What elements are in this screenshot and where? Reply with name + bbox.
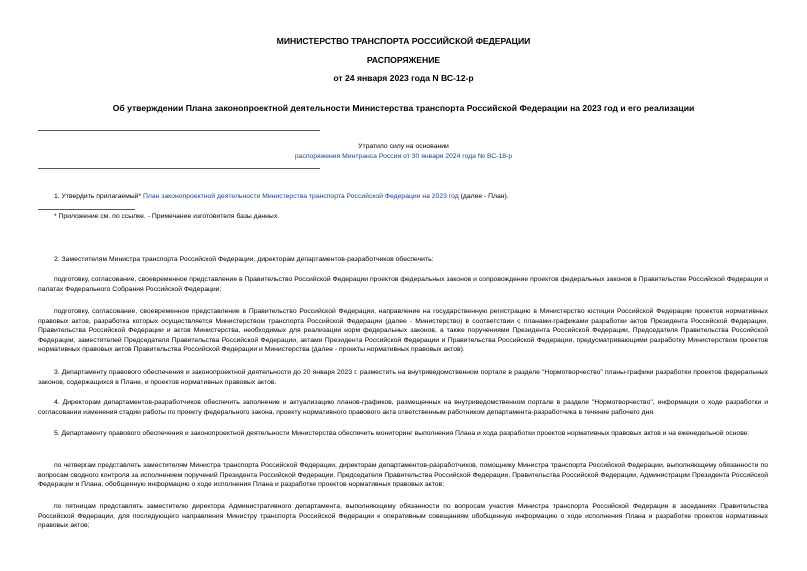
repeal-link-line bbox=[0, 152, 807, 161]
paragraph-5b: по пятницам представлять заместителю директора Административного департамента, выполняющему обязанности по вопросам участия Министра транспорта Российской Федерации в заседаниях Правительства Российской Федерации, для последующего направления Министру транспорта Российской Федерации к оперативным совещаниям обобщенную информацию о ходе исполнения Плана и разработке проектов нормативных правовых актов; bbox=[38, 503, 768, 530]
item-1-prefix: 1. Утвердить прилагаемый* bbox=[54, 193, 144, 200]
item-1 bbox=[38, 192, 768, 202]
paragraph-5: 5. Департаменту правового обеспечения и законопроектной деятельности Министерства обеспечить мониторинг выполнения Плана и хода разработки проектов нормативных правовых актов и на еженедельной основе: bbox=[54, 430, 750, 437]
paragraph-5a: по четвергам представлять заместителям Министра транспорта Российской Федерации, директорам департаментов-разработчиков, помощнику Министра транспорта Российской Федерации, выполняющему обязанности по вопросам сводного контроля за исполнением поручений Президента Российской Федерации, Председателя Правительства Российской Федерации, Правительства Российской Федерации, Администрации Президента Российской Федерации и Плана, обобщенную информацию о ходе исполнения Плана и разработке проектов нормативных правовых актов; bbox=[38, 462, 768, 489]
paragraph-2b: подготовку, согласование, своевременное представление в Правительство Российской Федерации, направление на государственную регистрацию в Министерство юстиции Российской Федерации проектов нормативных правовых актов, разработка которых осуществляется Министерством транспорта Российской Федерации (далее - Министерство) в соответствии с планами-графиками разработки актов Президента Российской Федерации, Правительства Российской Федерации и актов Министерства, необходимых для реализации норм федеральных законов, а также поручениями Президента Российской Федерации, Председателя Правительства Российской Федерации, заместителей Председателя Правительства Российской Федерации, актами Президента Российской Федерации и Правительства Российской Федерации, предусматривающими разработку Министерством проектов нормативных правовых актов Правительства Российской Федерации и Министерства (далее - проекты нормативных правовых актов). bbox=[38, 308, 768, 354]
divider-status bbox=[38, 168, 320, 169]
document-subject: Об утверждении Плана законопроектной деятельности Министерства транспорта Российской Федерации на 2023 год и его реализации bbox=[112, 103, 695, 113]
footnote: * Приложение см. по ссылке. - Примечание изготовителя базы данных. bbox=[54, 213, 280, 220]
repeal-order-link[interactable]: распоряжения Минтранса России от 30 января 2024 года № ВС-18-р bbox=[294, 153, 513, 160]
item-1-suffix: (далее - План). bbox=[458, 193, 509, 200]
document-type: РАСПОРЯЖЕНИЕ bbox=[366, 55, 441, 65]
paragraph-4: 4. Директорам департаментов-разработчиков обеспечить заполнение и актуализацию планов-графиков, размещенных на внутриведомственном портале в разделе "Нормотворчество", информации о ходе разработки и согласовании изменения стадии работы по проекту федерального закона, проекту нормативного правового акта ответственным работником департамента-разработчика в течение рабочего дня. bbox=[38, 399, 768, 416]
status-note: Утратило силу на основании bbox=[358, 143, 449, 150]
paragraph-3: 3. Департаменту правового обеспечения и законопроектной деятельности до 20 января 2023 г. разместить на внутриведомственном портале в разделе "Нормотворчество" планы-графики разработки проектов федеральных законов, содержащихся в Плане, и проектов нормативных правовых актов. bbox=[38, 369, 768, 386]
footnote-divider bbox=[38, 209, 135, 210]
divider-top bbox=[38, 130, 320, 131]
plan-link[interactable]: План законопроектной деятельности Министерства транспорта Российской Федерации на 2023 год bbox=[143, 193, 459, 200]
paragraph-2: 2. Заместителям Министра транспорта Российской Федерации, директорам департаментов-разработчиков обеспечить: bbox=[54, 256, 434, 263]
ministry-title: МИНИСТЕРСТВО ТРАНСПОРТА РОССИЙСКОЙ ФЕДЕРАЦИИ bbox=[276, 36, 531, 46]
paragraph-2a: подготовку, согласование, своевременное представление в Правительство Российской Федерации проектов федеральных законов и сопровождение проектов федеральных законов в Правительстве Российской Федерации и палатах Федерального Собрания Российской Федерации; bbox=[38, 276, 768, 293]
document-date-number: от 24 января 2023 года N ВС-12-р bbox=[333, 73, 474, 83]
